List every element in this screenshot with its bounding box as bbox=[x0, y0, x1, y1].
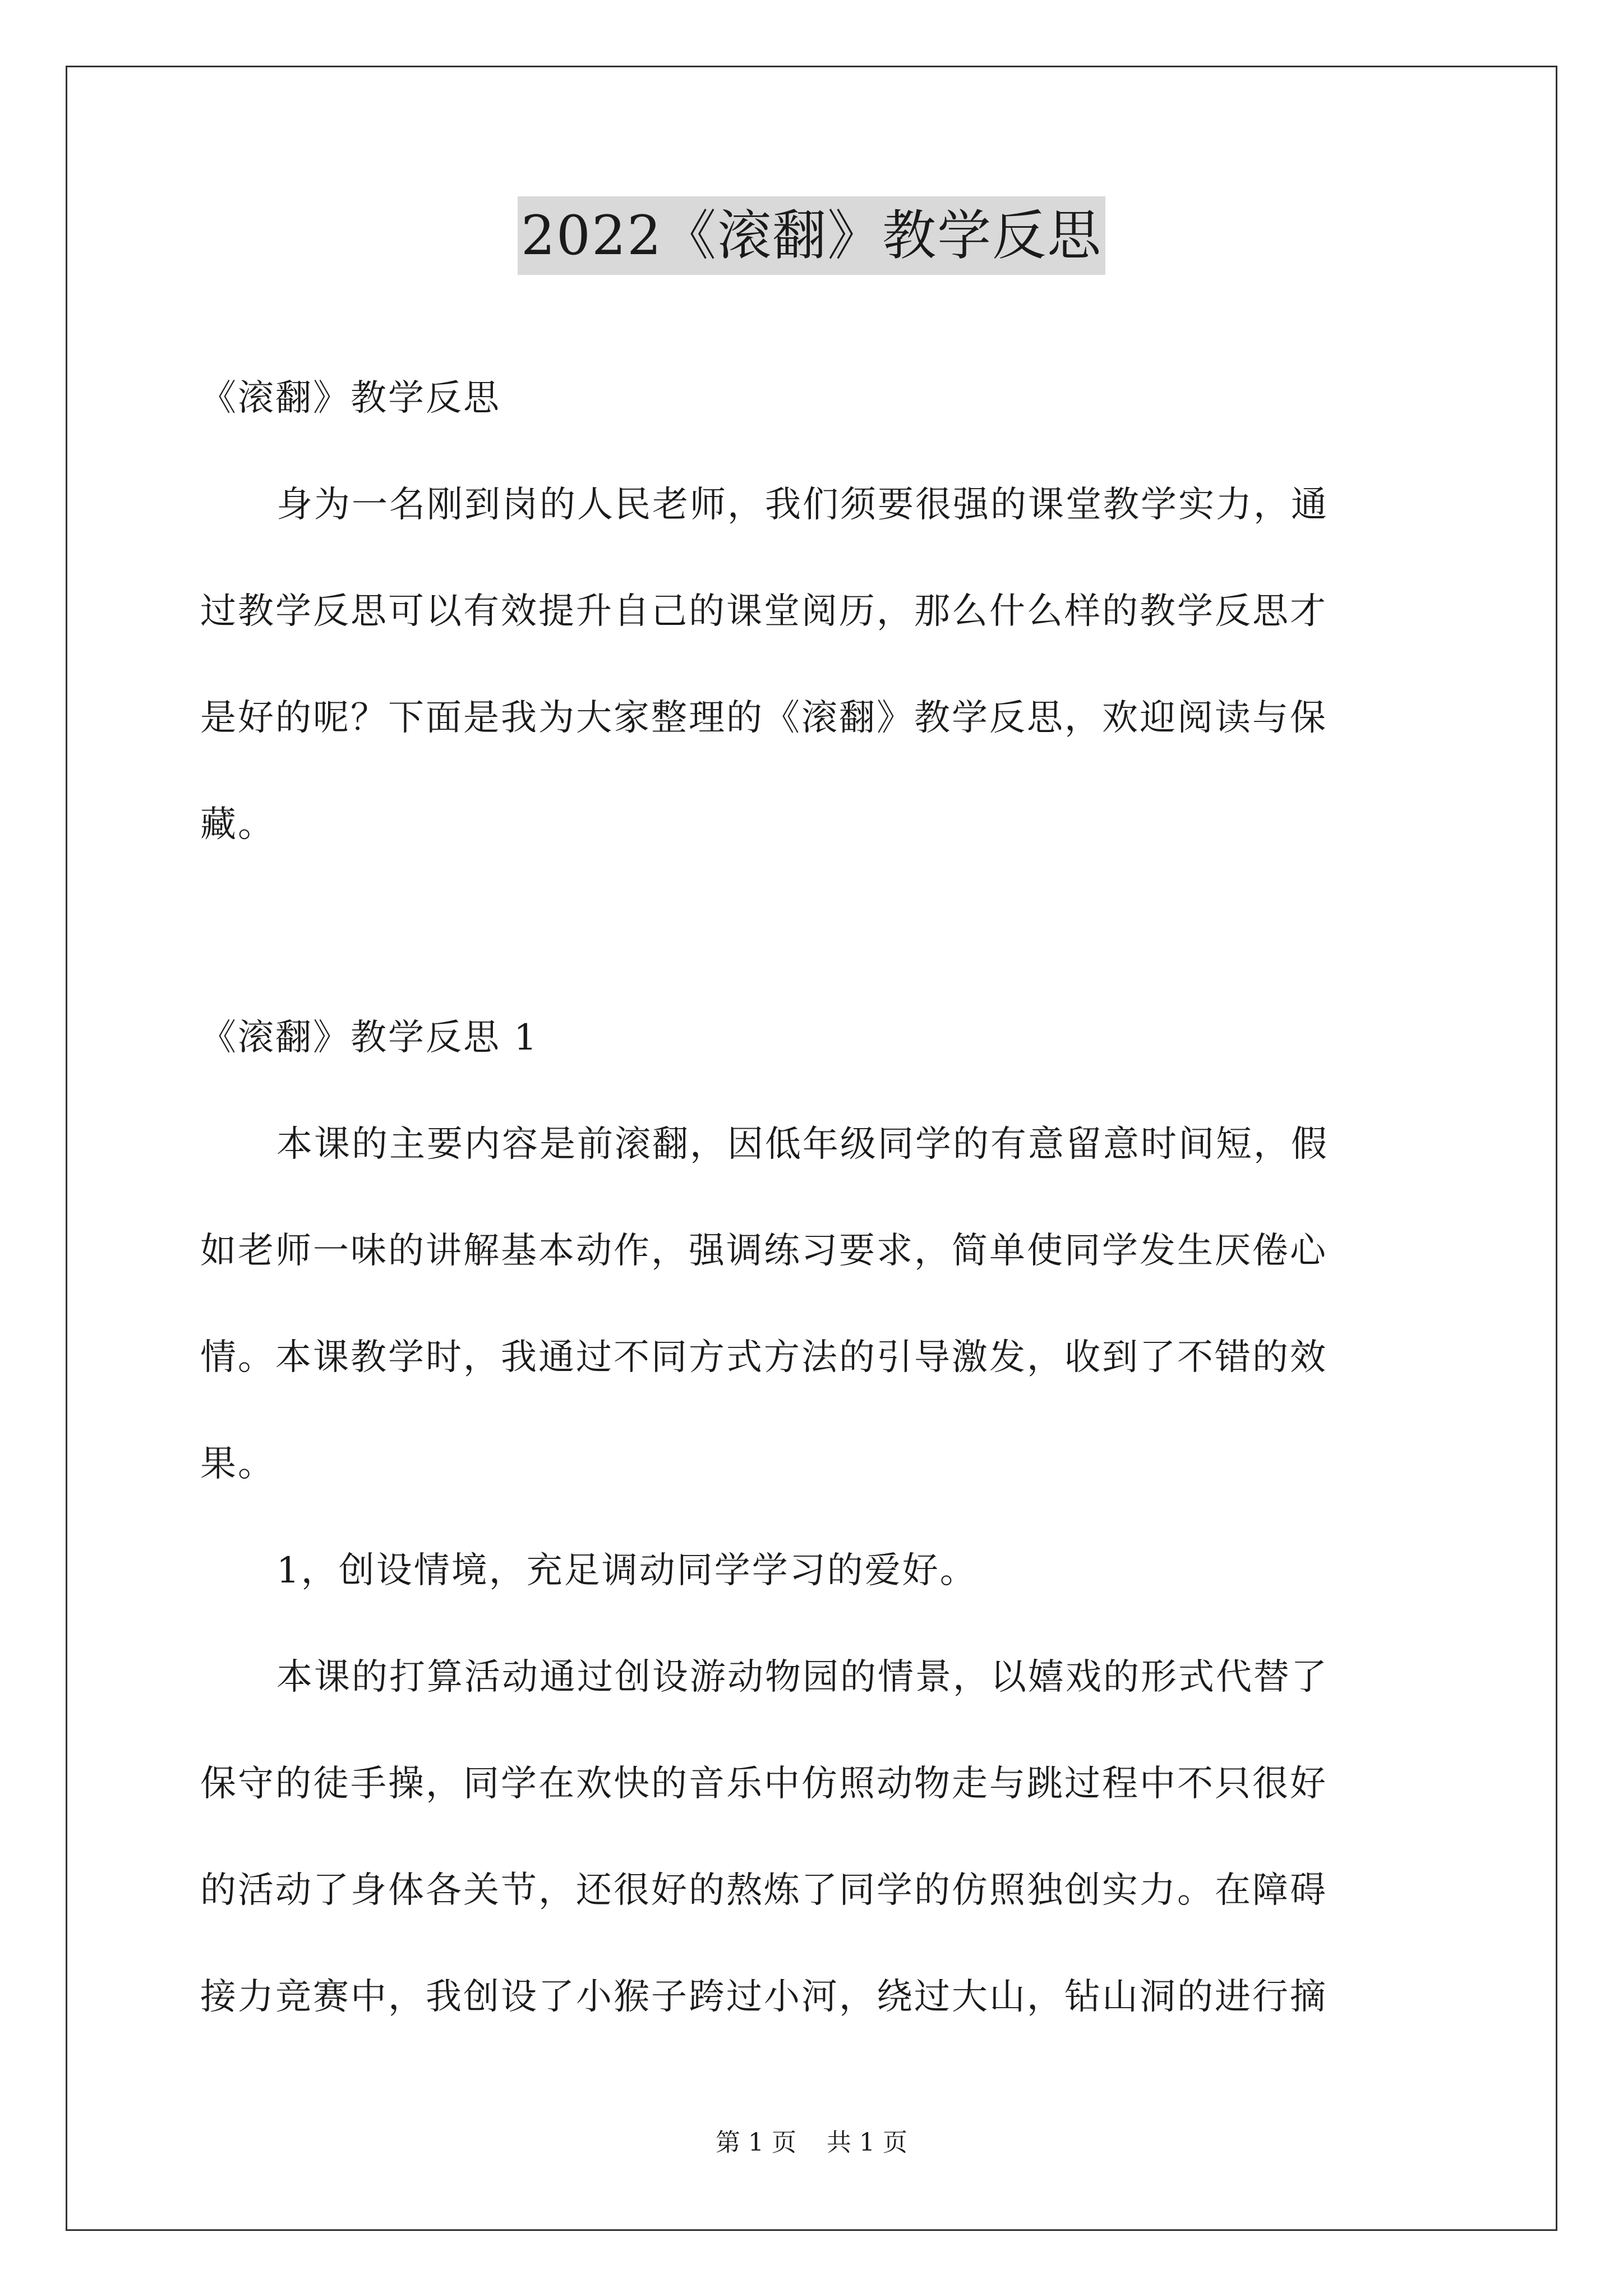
list-point: 1，创设情境，充足调动同学学习的爱好。 bbox=[276, 1550, 978, 1591]
page-number-current: 第 1 页 bbox=[716, 2128, 796, 2157]
paragraph-line: 保守的徒手操，同学在欢快的音乐中仿照动物走与跳过程中不只很好 bbox=[200, 1763, 1327, 1805]
section-heading: 《滚翻》教学反思 1 bbox=[200, 1017, 539, 1059]
paragraph-line: 本课的打算活动通过创设游动物园的情景，以嬉戏的形式代替了 bbox=[276, 1657, 1329, 1698]
document-title: 2022《滚翻》教学反思 bbox=[518, 196, 1105, 275]
page-number-total: 共 1 页 bbox=[827, 2128, 907, 2157]
paragraph-line: 的活动了身体各关节，还很好的熬炼了同学的仿照独创实力。在障碍 bbox=[200, 1870, 1327, 1911]
paragraph-line: 果。 bbox=[200, 1443, 275, 1485]
paragraph-line: 本课的主要内容是前滚翻，因低年级同学的有意留意时间短，假 bbox=[276, 1124, 1329, 1165]
paragraph-line: 是好的呢？下面是我为大家整理的《滚翻》教学反思，欢迎阅读与保 bbox=[200, 697, 1327, 739]
title-container bbox=[0, 196, 1623, 275]
paragraph-line: 身为一名刚到岗的人民老师，我们须要很强的课堂教学实力，通 bbox=[276, 484, 1329, 526]
paragraph-line: 情。本课教学时，我通过不同方式方法的引导激发，收到了不错的效 bbox=[200, 1337, 1327, 1378]
document-body bbox=[200, 345, 1434, 2050]
page-footer bbox=[0, 2126, 1623, 2160]
paragraph-line: 藏。 bbox=[200, 804, 275, 845]
blank-line bbox=[200, 878, 1434, 984]
paragraph-line: 接力竞赛中，我创设了小猴子跨过小河，绕过大山，钻山洞的进行摘 bbox=[200, 1976, 1327, 2018]
paragraph-line: 过教学反思可以有效提升自己的课堂阅历，那么什么样的教学反思才 bbox=[200, 591, 1327, 632]
paragraph-line: 如老师一味的讲解基本动作，强调练习要求，简单使同学发生厌倦心 bbox=[200, 1230, 1327, 1272]
section-heading: 《滚翻》教学反思 bbox=[200, 378, 501, 419]
